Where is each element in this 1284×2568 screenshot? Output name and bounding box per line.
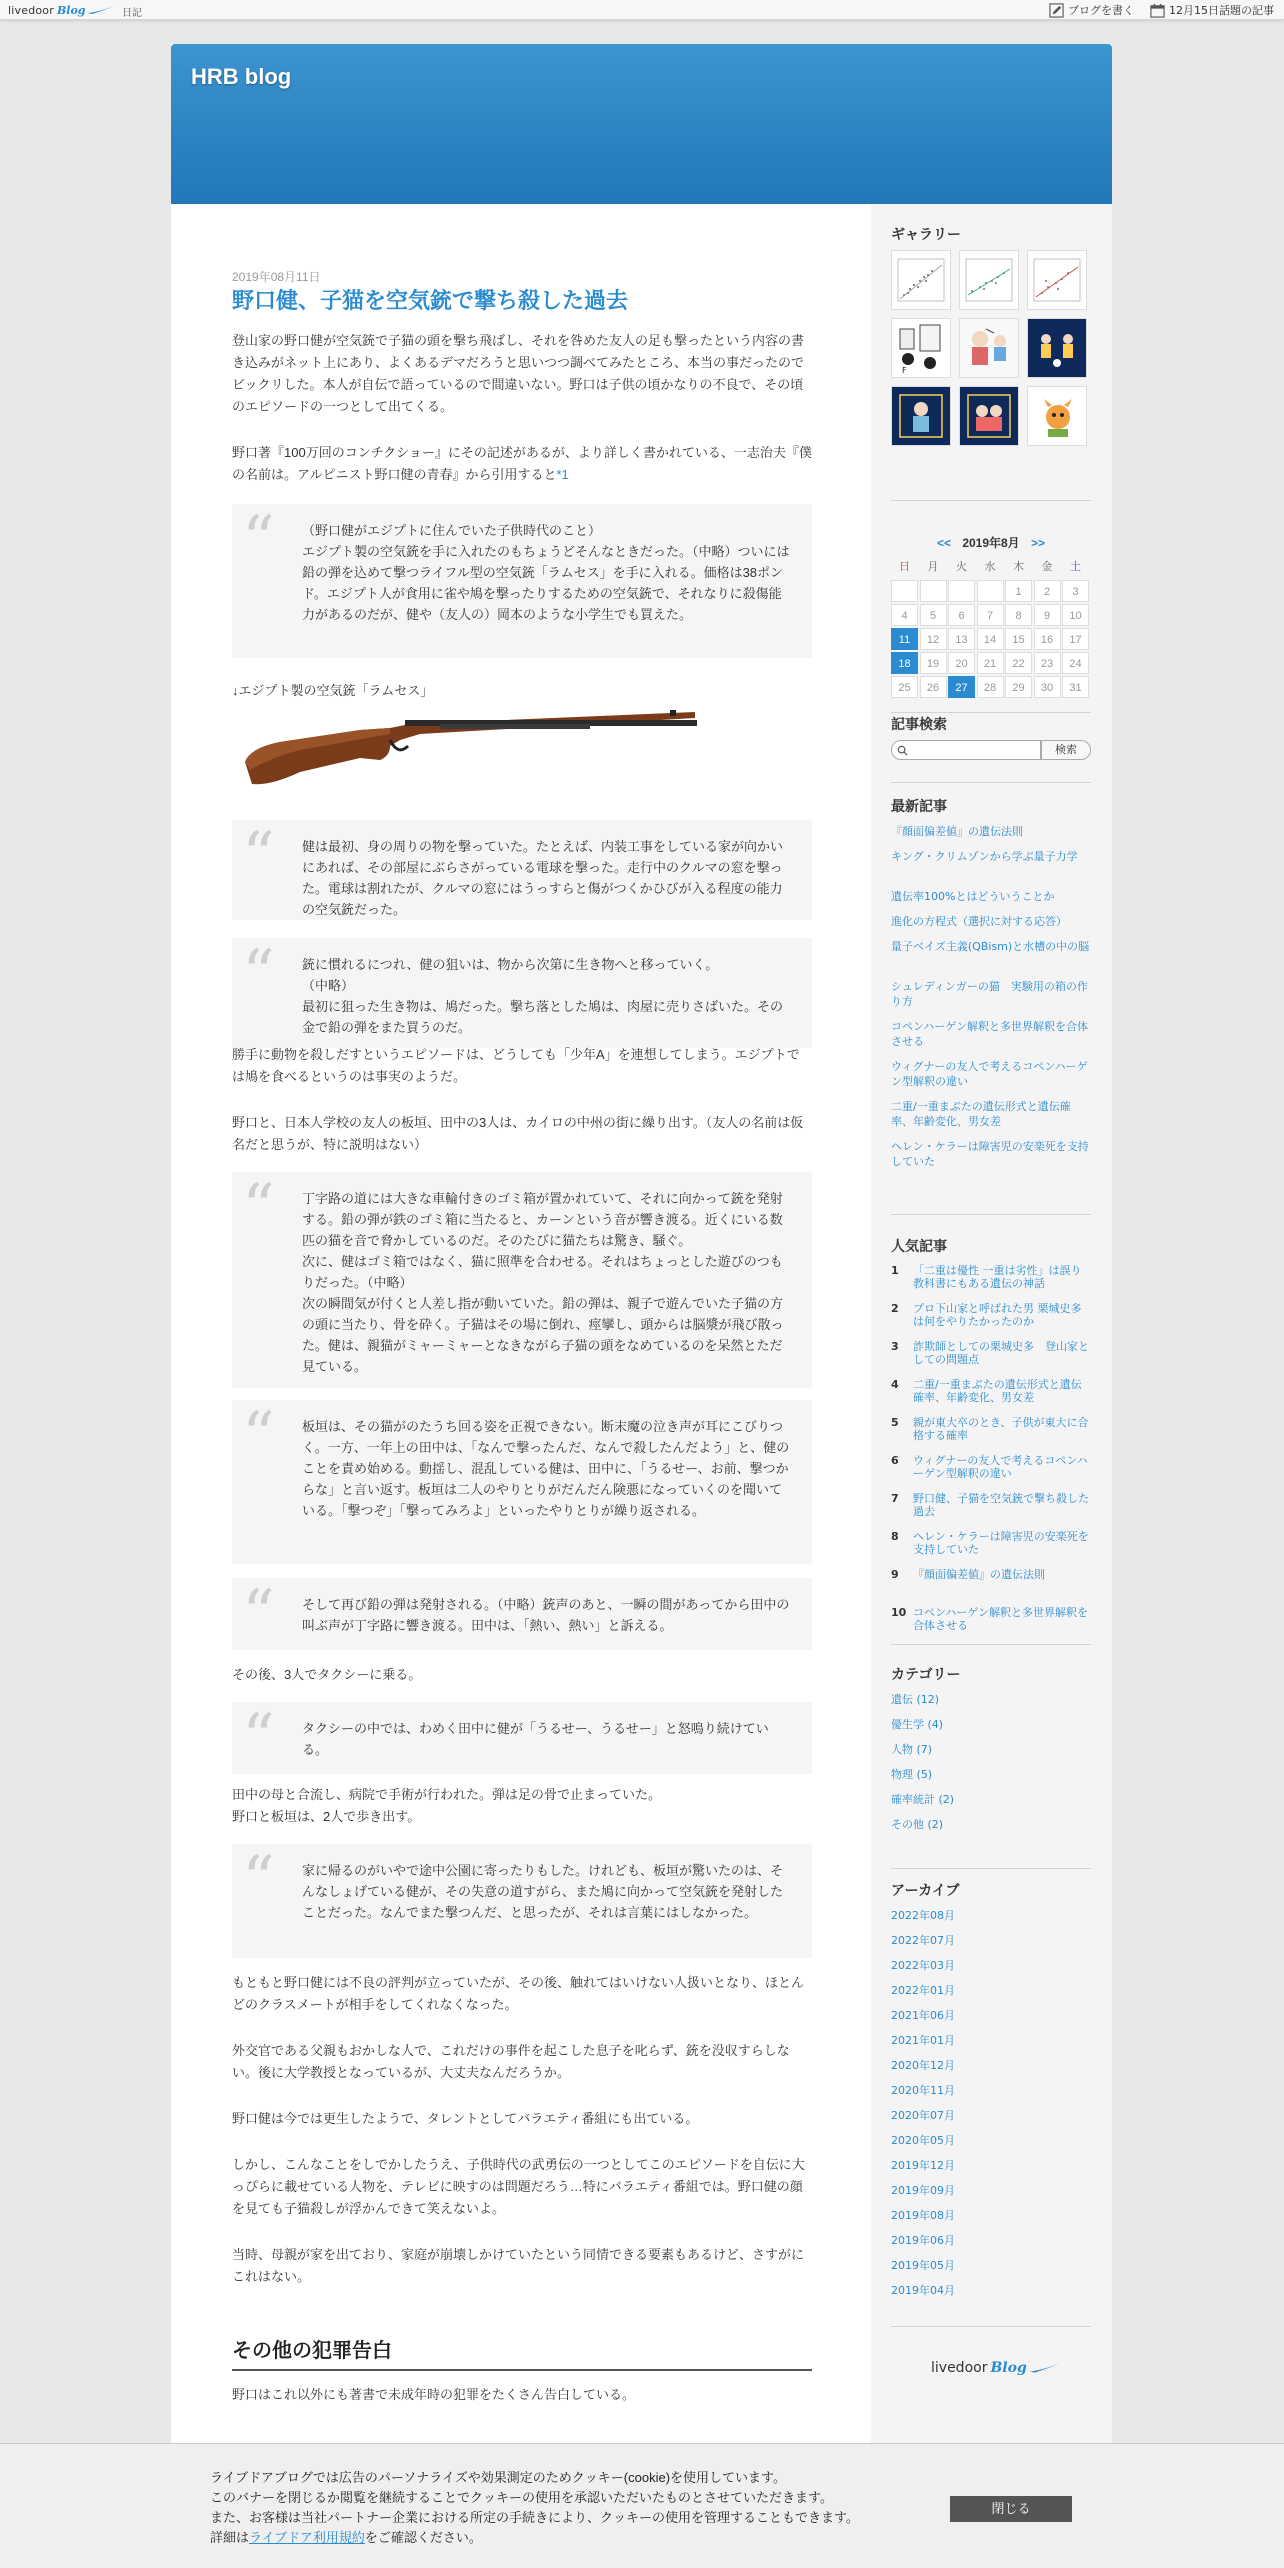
footer-livedoor-blog-logo[interactable] — [931, 2360, 1060, 2376]
gallery-thumb[interactable] — [1027, 250, 1087, 310]
archive-title: アーカイブ — [891, 1882, 960, 1898]
paragraph: 当時、母親が家を出ており、家庭が崩壊しかけていたという同情できる要素もあるけど、さすがにこれはない。 — [232, 2247, 805, 2284]
quote-mark-icon: “ — [242, 1577, 275, 1651]
popular-title: 人気記事 — [891, 1238, 947, 1254]
calendar-weekday: 木 — [1013, 561, 1024, 573]
calendar-day: 7 — [977, 604, 1004, 626]
cookie-banner — [0, 2443, 1284, 2568]
archive-link[interactable]: 2022年07月 — [891, 1934, 955, 1947]
gallery-thumb[interactable] — [959, 318, 1019, 378]
calendar-day — [891, 580, 918, 602]
rank-number: 4 — [891, 1378, 899, 1391]
calendar-day — [920, 580, 947, 602]
separator — [891, 1644, 1091, 1645]
search-input[interactable] — [891, 740, 1041, 760]
blog-title[interactable]: HRB blog — [191, 64, 292, 89]
category-link[interactable]: 優生学 (4) — [891, 1718, 944, 1731]
calendar-day: 8 — [1005, 604, 1032, 626]
rank-number: 9 — [891, 1568, 899, 1581]
quote-mark-icon: “ — [242, 1399, 275, 1473]
calendar-day: 17 — [1062, 628, 1089, 650]
archive-link[interactable]: 2022年08月 — [891, 1909, 955, 1922]
paragraph: その後、3人でタクシーに乗る。 — [232, 1667, 422, 1682]
calendar-day — [977, 580, 1004, 602]
search-form — [891, 740, 1091, 762]
calendar-month: 2019年8月 — [962, 536, 1020, 550]
calendar-day: 31 — [1062, 676, 1089, 698]
archive-link[interactable]: 2019年08月 — [891, 2209, 955, 2222]
diary-link[interactable]: 日記 — [122, 8, 142, 19]
archive-link[interactable]: 2021年06月 — [891, 2009, 955, 2022]
topic-label: 12月15日話題の記事 — [1169, 4, 1274, 17]
calendar-day[interactable]: 11 — [891, 628, 918, 650]
calendar-day: 28 — [977, 676, 1004, 698]
cookie-line: このバナーを閉じるか閲覧を継続することでクッキーの使用を承認いただいたものとさせていただきます。 — [210, 2490, 833, 2505]
archive-link[interactable]: 2019年06月 — [891, 2234, 955, 2247]
quote-text: タクシーの中では、わめく田中に健が「うるせー、うるせー」と怒鳴り続けている。 — [302, 1721, 769, 1757]
calendar-day: 22 — [1005, 652, 1032, 674]
separator — [891, 1214, 1091, 1215]
gallery-title: ギャラリー — [891, 226, 961, 242]
rank-number: 10 — [891, 1606, 907, 1619]
paragraph: 外交官である父親もおかしな人で、これだけの事件を起こした息子を叱らず、銃を没収すらしない。後に大学教授となっているが、大丈夫なんだろうか。 — [232, 2043, 790, 2080]
post-title[interactable]: 野口健、子猫を空気銃で撃ち殺した過去 — [232, 288, 629, 313]
calendar-day: 3 — [1062, 580, 1089, 602]
paragraph: しかし、こんなことをしでかしたうえ、子供時代の武勇伝の一つとしてこのエピソードを自伝に大っぴらに載せている人物を、テレビに映すのは問題だろう…特にバラエティ番組では。野口健の顔を見ても子猫殺しが浮かんできて笑えないよ。 — [232, 2157, 805, 2216]
calendar-weekday: 日 — [899, 561, 910, 573]
rank-number: 6 — [891, 1454, 899, 1467]
recent-article-link[interactable]: シュレディンガーの猫 実験用の箱の作り方 — [891, 980, 1088, 1008]
recent-article-link[interactable]: キング・クリムゾンから学ぶ量子力学 — [891, 850, 1078, 863]
recent-article-link[interactable]: 二重/一重まぶたの遺伝形式と遺伝確率、年齢変化、男女差 — [891, 1100, 1071, 1128]
recent-article-link[interactable]: 量子ベイズ主義(QBism)と水槽の中の脳 — [891, 940, 1090, 953]
rank-number: 8 — [891, 1530, 899, 1543]
rank-number: 5 — [891, 1416, 899, 1429]
quote-mark-icon: “ — [242, 1701, 275, 1775]
gallery-thumb[interactable] — [891, 386, 951, 446]
category-link[interactable]: 人物 (7) — [891, 1743, 933, 1756]
calendar-day: 30 — [1034, 676, 1061, 698]
calendar-day: 6 — [948, 604, 975, 626]
calendar-day: 5 — [920, 604, 947, 626]
archive-link[interactable]: 2019年04月 — [891, 2284, 955, 2297]
calendar-weekday: 火 — [956, 561, 967, 573]
air-rifle-image[interactable] — [240, 700, 700, 790]
blockquote — [232, 1172, 812, 1388]
paragraph: もともと野口健には不良の評判が立っていたが、その後、触れてはいけない人扱いとなり、ほとんどのクラスメートが相手をしてくれなくなった。 — [232, 1975, 805, 2012]
quote-text: 板垣は、その猫がのたうち回る姿を正視できない。断末魔の泣き声が耳にこびりつく。一方、一年上の田中は、「なんで撃ったんだ、なんで殺したんだよう」と、健のことを責め始める。動揺し、混乱している健は、田中に、「うるせー、お前、撃つからな」と言い返す。板垣は二人のやりとりがだんだん険悪になっていくのを聞いている。「撃つぞ」「撃ってみろよ」といったやりとりが繰り返される。 — [302, 1419, 790, 1518]
category-title: カテゴリー — [891, 1666, 961, 1682]
calendar-prev-button[interactable]: << — [936, 536, 951, 550]
calendar-weekday: 水 — [984, 561, 996, 573]
cookie-line-text: をご確認ください。 — [364, 2530, 482, 2545]
sidebar — [871, 204, 1112, 2568]
calendar-day: 21 — [977, 652, 1004, 674]
recent-article-link[interactable]: 遺伝率100%とはどういうことか — [891, 890, 1055, 903]
calendar-day: 26 — [920, 676, 947, 698]
category-link[interactable]: 物理 (5) — [891, 1768, 933, 1781]
cookie-text — [210, 2468, 930, 2548]
separator — [891, 712, 1091, 713]
cookie-line: また、お客様は当社パートナー企業における所定の手続きにより、クッキーの使用を管理することもできます。 — [210, 2510, 859, 2525]
calendar-day: 12 — [920, 628, 947, 650]
calendar-day: 10 — [1062, 604, 1089, 626]
cookie-line — [210, 2528, 930, 2548]
gallery-thumb[interactable] — [1027, 386, 1087, 446]
archive-link[interactable]: 2020年11月 — [891, 2084, 955, 2097]
popular-article-link[interactable]: 「二重は優性 一重は劣性」は誤り 教科書にもある遺伝の神話 — [913, 1264, 1082, 1290]
blockquote — [232, 820, 812, 920]
search-title: 記事検索 — [891, 716, 947, 732]
archive-link[interactable]: 2020年07月 — [891, 2109, 955, 2122]
pencil-icon — [1049, 3, 1064, 18]
calendar-header — [891, 534, 1091, 551]
popular-article-link[interactable]: 詐欺師としての栗城史多 登山家としての問題点 — [913, 1340, 1089, 1366]
calendar-day: 9 — [1034, 604, 1061, 626]
logo-text: livedoor — [8, 3, 54, 17]
blog-frame — [171, 44, 1112, 2568]
quote-mark-icon: “ — [242, 819, 275, 893]
footer-logo-blog-text: Blog — [990, 2360, 1027, 2376]
calendar-next-button[interactable]: >> — [1031, 536, 1046, 550]
category-link[interactable]: 遺伝 (12) — [891, 1693, 940, 1706]
calendar-day: 25 — [891, 676, 918, 698]
quote-mark-icon: “ — [242, 1171, 275, 1245]
cookie-line-text: 詳細は — [210, 2530, 250, 2545]
separator — [891, 782, 1091, 783]
wing-icon — [88, 6, 114, 14]
paragraph: 登山家の野口健が空気銃で子猫の頭を撃ち飛ばし、それを咎めた友人の足も撃ったという内容の書き込みがネット上にあり、よくあるデマだろうと思いつつ調べてみたところ、本当の事だったのでビックリした。本人が自伝で語っているので間違いない。野口は子供の頃かなりの不良で、その頃のエピソードの一つとして出てくる。 — [232, 333, 805, 414]
paragraph — [232, 442, 812, 486]
recent-title: 最新記事 — [891, 798, 947, 814]
blockquote — [232, 1844, 812, 1958]
footnote-link[interactable]: *1 — [556, 467, 569, 482]
logo-blog-text: Blog — [56, 3, 86, 17]
calendar-day: 23 — [1034, 652, 1061, 674]
search-icon — [897, 745, 908, 756]
topic-link[interactable] — [1150, 2, 1274, 18]
quote-text: 健は最初、身の周りの物を撃っていた。たとえば、内装工事をしている家が向かいにあれば、その部屋にぶらさがっている電球を撃った。走行中のクルマの窓を撃った。電球は割れたが、クルマの窓にはうっすらと傷がつくかひびが入る程度の能力の空気銃だった。 — [302, 839, 784, 917]
calendar-day[interactable]: 27 — [948, 676, 975, 698]
calendar-weekday: 月 — [927, 561, 939, 573]
cookie-close-button[interactable]: 閉じる — [950, 2496, 1072, 2522]
calendar-day: 4 — [891, 604, 918, 626]
category-link[interactable]: その他 (2) — [891, 1818, 944, 1831]
calendar-day: 13 — [948, 628, 975, 650]
archive-link[interactable]: 2020年05月 — [891, 2134, 955, 2147]
calendar-icon — [1150, 3, 1165, 18]
archive-link[interactable]: 2021年01月 — [891, 2034, 955, 2047]
calendar-weekday: 土 — [1070, 561, 1081, 573]
popular-article-link[interactable]: 野口健、子猫を空気銃で撃ち殺した過去 — [913, 1492, 1089, 1518]
quote-mark-icon: “ — [242, 1843, 275, 1917]
cookie-line: ライブドアブログでは広告のパーソナライズや効果測定のためクッキー(cookie)を使用しています。 — [210, 2470, 786, 2485]
quote-mark-icon: “ — [242, 937, 275, 1011]
quote-text: 丁字路の道には大きな車輪付きのゴミ箱が置かれていて、それに向かって銃を発射する。鉛の弾が鉄のゴミ箱に当たると、カーンという音が響き渡る。近くにいる数匹の猫を音で脅かしているのだ。そのたびに猫たちは驚き、騒ぐ。 次に、健はゴミ箱ではなく、猫に照準を合わせる。それはちょっとした遊びのつもりだった。（中略） 次の瞬間気が付くと人差し指が動いていた。鉛の弾は、親子で遊んでいた子猫の方の頭に当たり、骨を砕く。子猫はその場に倒れ、痙攣し、頭からは脳漿が飛び散った。健は、親猫がミャーミャーとなきながら子猫の頭をなめているのを呆然とただ見ている。 — [302, 1191, 784, 1374]
paragraph: 野口はこれ以外にも著書で未成年時の犯罪をたくさん告白している。 — [232, 2387, 636, 2402]
quote-text: そして再び鉛の弾は発射される。（中略）銃声のあと、一瞬の間があってから田中の叫ぶ声が丁字路に響き渡る。田中は、「熱い、熱い」と訴える。 — [302, 1597, 790, 1633]
gallery-thumb[interactable] — [959, 386, 1019, 446]
gallery-thumb[interactable] — [959, 250, 1019, 310]
calendar-day: 2 — [1034, 580, 1061, 602]
calendar-day: 15 — [1005, 628, 1032, 650]
archive-link[interactable]: 2022年01月 — [891, 1984, 955, 1997]
recent-article-link[interactable]: 進化の方程式（選択に対する応答） — [891, 915, 1067, 928]
calendar-day: 16 — [1034, 628, 1061, 650]
calendar-day: 24 — [1062, 652, 1089, 674]
paragraph-text: 野口著『100万回のコンチクショー』にその記述があるが、より詳しく書かれている、一志治夫『僕の名前は。アルピニスト野口健の青春』から引用すると — [232, 445, 812, 482]
archive-link[interactable]: 2020年12月 — [891, 2059, 955, 2072]
write-blog-label: ブログを書く — [1068, 4, 1134, 17]
popular-article-link[interactable]: コペンハーゲン解釈と多世界解釈を合体させる — [913, 1606, 1089, 1632]
popular-article-link[interactable]: プロ下山家と呼ばれた男 栗城史多は何をやりたかったのか — [913, 1302, 1082, 1328]
paragraph: 田中の母と合流し、病院で手術が行われた。弾は足の骨で止まっていた。 野口と板垣は、2人で歩き出す。 — [232, 1787, 662, 1824]
paragraph: 野口健は今では更生したようで、タレントとしてバラエティ番組にも出ている。 — [232, 2111, 699, 2126]
blog-header — [171, 44, 1112, 204]
archive-link[interactable]: 2022年03月 — [891, 1959, 955, 1972]
section-heading: その他の犯罪告白 — [232, 2334, 812, 2371]
recent-article-link[interactable]: ヘレン・ケラーは障害児の安楽死を支持していた — [891, 1140, 1089, 1168]
calendar-day: 1 — [1005, 580, 1032, 602]
footer-logo-text: livedoor — [931, 2360, 988, 2376]
category-link[interactable]: 確率統計 (2) — [891, 1793, 955, 1806]
archive-link[interactable]: 2019年05月 — [891, 2259, 955, 2272]
calendar-day[interactable]: 18 — [891, 652, 918, 674]
search-button[interactable]: 検索 — [1041, 740, 1091, 760]
blockquote — [232, 1702, 812, 1774]
recent-article-link[interactable]: ウィグナーの友人で考えるコペンハーゲン型解釈の違い — [891, 1060, 1088, 1088]
recent-article-link[interactable]: コペンハーゲン解釈と多世界解釈を合体させる — [891, 1020, 1089, 1048]
calendar-day: 29 — [1005, 676, 1032, 698]
archive-link[interactable]: 2019年09月 — [891, 2184, 955, 2197]
wing-icon — [1030, 2363, 1060, 2373]
livedoor-blog-logo[interactable] — [8, 2, 114, 18]
quote-mark-icon: “ — [242, 503, 275, 577]
blockquote — [232, 504, 812, 658]
recent-article-link[interactable]: 『顔面偏差値』の遺伝法則 — [891, 825, 1023, 838]
top-bar — [0, 0, 1284, 20]
quote-text: 家に帰るのがいやで途中公園に寄ったりもした。けれども、板垣が驚いたのは、そんなしょげている健が、その失意の道すがら、また鳩に向かって空気銃を発射したことだった。なんでまた撃つんだ、と思ったが、それは言葉にはしなかった。 — [302, 1863, 784, 1920]
archive-link[interactable]: 2019年12月 — [891, 2159, 955, 2172]
separator — [891, 1868, 1091, 1869]
rank-number: 3 — [891, 1340, 899, 1353]
rank-number: 2 — [891, 1302, 899, 1315]
separator — [891, 500, 1091, 501]
blockquote — [232, 1400, 812, 1564]
quote-text: 銃に慣れるにつれ、健の狙いは、物から次第に生き物へと移っていく。 （中略） 最初に狙った生き物は、鳩だった。撃ち落とした鳩は、肉屋に売りさばいた。その金で鉛の弾をまた買うのだ。 — [302, 957, 784, 1035]
paragraph: 野口と、日本人学校の友人の板垣、田中の3人は、カイロの中州の街に繰り出す。（友人の名前は仮名だと思うが、特に説明はない） — [232, 1115, 804, 1152]
blockquote — [232, 938, 812, 1048]
image-caption: ↓エジプト製の空気銃「ラムセス」 — [232, 683, 434, 698]
calendar-day — [948, 580, 975, 602]
popular-article-link[interactable]: 二重/一重まぶたの遺伝形式と遺伝確率、年齢変化、男女差 — [913, 1378, 1082, 1404]
rank-number: 7 — [891, 1492, 899, 1505]
calendar-day: 20 — [948, 652, 975, 674]
calendar-day: 19 — [920, 652, 947, 674]
gallery-thumb[interactable] — [891, 250, 951, 310]
gallery-thumb[interactable] — [891, 318, 951, 378]
blockquote — [232, 1578, 812, 1650]
calendar-weekday: 金 — [1041, 561, 1053, 573]
calendar-day: 14 — [977, 628, 1004, 650]
rank-number: 1 — [891, 1264, 899, 1277]
quote-text: （野口健がエジプトに住んでいた子供時代のこと） エジプト製の空気銃を手に入れたのもちょうどそんなときだった。（中略）ついには鉛の弾を込めて撃つライフル型の空気銃「ラムセス」を手に入れる。価格は38ポンド。エジプト人が食用に雀や鳩を撃ったりするための空気銃で、それなりに殺傷能力があるのだが、健や（友人の）岡本のような小学生でも買えた。 — [302, 523, 790, 622]
popular-article-link[interactable]: 『顔面偏差値』の遺伝法則 — [913, 1568, 1045, 1581]
paragraph: 勝手に動物を殺しだすというエピソードは、どうしても「少年A」を連想してしまう。エジプトでは鳩を食べるというのは事実のようだ。 — [232, 1047, 800, 1084]
popular-article-link[interactable]: 親が東大卒のとき、子供が東大に合格する確率 — [913, 1416, 1089, 1442]
popular-article-link[interactable]: ヘレン・ケラーは障害児の安楽死を支持していた — [913, 1530, 1089, 1556]
gallery-thumb[interactable] — [1027, 318, 1087, 378]
separator — [891, 2326, 1091, 2327]
popular-article-link[interactable]: ウィグナーの友人で考えるコペンハーゲン型解釈の違い — [913, 1454, 1088, 1480]
svg-text:F: F — [902, 366, 907, 375]
terms-link[interactable]: ライブドア利用規約 — [249, 2530, 365, 2545]
write-blog-link[interactable] — [1049, 2, 1134, 18]
post-date: 2019年08月11日 — [232, 270, 321, 284]
